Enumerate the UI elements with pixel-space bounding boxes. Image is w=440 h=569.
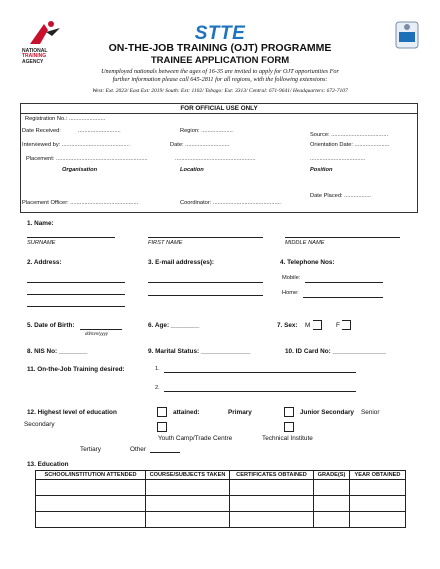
placement-officer-field[interactable]: Placement Officer: ........................................... bbox=[22, 200, 139, 206]
email-label: 3. E-mail address(es): bbox=[148, 259, 215, 266]
dob-format-hint: dd/mm/yyyy bbox=[85, 331, 108, 336]
secondary-left-label: Secondary bbox=[24, 421, 55, 428]
coordinator-field[interactable]: Coordinator: ........................................... bbox=[180, 200, 281, 206]
intro-line: Unemployed nationals between the ages of 16-35 are invited to apply for OJT opportunities For bbox=[101, 68, 339, 75]
surname-input[interactable] bbox=[27, 237, 115, 238]
other-input[interactable] bbox=[150, 452, 180, 453]
logo-text-line: AGENCY bbox=[22, 58, 44, 65]
surname-caption: SURNAME bbox=[27, 240, 56, 246]
name-label: 1. Name: bbox=[27, 220, 54, 227]
education-level-label: 12. Highest level of education bbox=[27, 409, 117, 416]
technical-institute-checkbox[interactable] bbox=[284, 422, 294, 432]
sex-label: 7. Sex: bbox=[277, 322, 298, 329]
id-card-field[interactable]: 10. ID Card No: _______________ bbox=[285, 348, 386, 355]
interviewed-by-field[interactable]: Interviewed by: ........................................... bbox=[22, 142, 130, 148]
table-cell[interactable] bbox=[36, 512, 146, 528]
position-caption: Position bbox=[310, 167, 333, 173]
table-cell[interactable] bbox=[314, 496, 350, 512]
extensions-line: West: Ext. 2023/ East Ext: 2019/ South: Ext: 1102/ Tobago: Ext: 3313/ Central: 671-9641/ Headquarters: 672-7107 bbox=[92, 88, 348, 94]
placement-field[interactable]: Placement: .......................................................... bbox=[26, 156, 148, 162]
age-field[interactable]: 6. Age: ________ bbox=[148, 322, 200, 329]
date-received-label: Date Received: bbox=[22, 128, 61, 134]
placement-location-field[interactable]: ................................................... bbox=[175, 156, 256, 162]
column-header: CERTIFICATES OBTAINED bbox=[230, 471, 314, 480]
table-cell[interactable] bbox=[350, 480, 406, 496]
sex-m-label: M bbox=[305, 322, 311, 329]
tertiary-label: Tertiary bbox=[80, 446, 101, 453]
address-label: 2. Address: bbox=[27, 259, 62, 266]
column-header: YEAR OBTAINED bbox=[350, 471, 406, 480]
intro-text bbox=[0, 68, 440, 84]
table-cell[interactable] bbox=[146, 512, 230, 528]
orientation-date-field[interactable]: Orientation Date: ...................... bbox=[310, 142, 390, 148]
region-field[interactable]: Region: .................... bbox=[180, 128, 233, 134]
other-label: Other bbox=[130, 446, 146, 453]
primary-label: Primary bbox=[228, 409, 252, 416]
location-caption: Location bbox=[180, 167, 204, 173]
table-cell[interactable] bbox=[146, 496, 230, 512]
email-line-1[interactable] bbox=[148, 282, 263, 283]
mobile-input[interactable] bbox=[305, 282, 383, 283]
mobile-label: Mobile: bbox=[282, 275, 301, 281]
sex-m-checkbox[interactable] bbox=[313, 320, 322, 330]
placement-position-field[interactable]: ................................... bbox=[310, 156, 366, 162]
middle-name-input[interactable] bbox=[285, 237, 400, 238]
date-received-field[interactable]: ........................... bbox=[78, 128, 121, 134]
youth-camp-label: Youth Camp/Trade Centre bbox=[158, 435, 233, 442]
dob-label: 5. Date of Birth: bbox=[27, 322, 75, 329]
table-row bbox=[36, 496, 406, 512]
column-header: GRADE(S) bbox=[314, 471, 350, 480]
intro-line: further information please call 645-2811 for all regions, with the following extensions: bbox=[112, 76, 328, 84]
stte-logo-text: STTE bbox=[194, 23, 246, 44]
senior-label: Senior bbox=[361, 409, 380, 416]
table-cell[interactable] bbox=[230, 496, 314, 512]
dob-input[interactable] bbox=[80, 329, 122, 330]
marital-status-field[interactable]: 9. Marital Status: ______________ bbox=[148, 348, 251, 355]
youth-camp-checkbox[interactable] bbox=[157, 422, 167, 432]
education-label: 13. Education bbox=[27, 461, 69, 468]
home-label: Home: bbox=[282, 290, 299, 296]
sex-f-label: F bbox=[336, 322, 340, 329]
column-header: SCHOOL/INSTITUTION ATTENDED bbox=[36, 471, 146, 480]
source-field[interactable]: Source: .................................... bbox=[310, 132, 389, 138]
ojt-option-1-input[interactable] bbox=[164, 372, 356, 373]
official-use-heading: FOR OFFICIAL USE ONLY bbox=[21, 104, 417, 114]
address-line-3[interactable] bbox=[27, 306, 125, 307]
technical-institute-label: Technical Institute bbox=[262, 435, 313, 442]
form-title: ON-THE-JOB TRAINING (OJT) PROGRAMME bbox=[108, 42, 332, 54]
logo-text-line: NATIONAL bbox=[22, 48, 48, 54]
telephone-label: 4. Telephone Nos: bbox=[280, 259, 335, 266]
sex-f-checkbox[interactable] bbox=[342, 320, 351, 330]
ojt-option-2-number: 2. bbox=[155, 385, 160, 391]
ojt-option-2-input[interactable] bbox=[164, 391, 356, 392]
first-name-input[interactable] bbox=[148, 237, 263, 238]
table-header-row bbox=[36, 471, 406, 480]
ojt-desired-label: 11. On-the-Job Training desired: bbox=[27, 366, 125, 373]
email-line-2[interactable] bbox=[148, 295, 263, 296]
address-line-2[interactable] bbox=[27, 294, 125, 295]
address-line-1[interactable] bbox=[27, 282, 125, 283]
form-subtitle: TRAINEE APPLICATION FORM bbox=[150, 55, 290, 66]
table-cell[interactable] bbox=[314, 512, 350, 528]
date-placed-field[interactable]: Date Placed: ................. bbox=[310, 193, 372, 199]
table-cell[interactable] bbox=[36, 496, 146, 512]
table-cell[interactable] bbox=[230, 512, 314, 528]
middle-name-caption: MIDDLE NAME bbox=[285, 240, 325, 246]
table-cell[interactable] bbox=[314, 480, 350, 496]
attained-checkbox[interactable] bbox=[157, 407, 167, 417]
first-name-caption: FIRST NAME bbox=[148, 240, 183, 246]
nis-field[interactable]: 8. NIS No: ________ bbox=[27, 348, 88, 355]
logo-text-line: TRAINING bbox=[22, 53, 47, 60]
ojt-option-1-number: 1. bbox=[155, 366, 160, 372]
table-cell[interactable] bbox=[350, 496, 406, 512]
column-header: COURSE/SUBJECTS TAKEN bbox=[146, 471, 230, 480]
home-input[interactable] bbox=[303, 297, 383, 298]
organisation-caption: Organisation bbox=[62, 167, 98, 173]
table-row bbox=[36, 480, 406, 496]
table-cell[interactable] bbox=[230, 480, 314, 496]
table-cell[interactable] bbox=[36, 480, 146, 496]
table-row bbox=[36, 512, 406, 528]
attained-label: attained: bbox=[173, 409, 200, 416]
registration-field[interactable]: Registration No.: ....................... bbox=[25, 116, 106, 122]
date-field[interactable]: Date: ............................ bbox=[170, 142, 230, 148]
table-cell[interactable] bbox=[350, 512, 406, 528]
junior-secondary-checkbox[interactable] bbox=[284, 407, 294, 417]
table-cell[interactable] bbox=[146, 480, 230, 496]
junior-secondary-label: Junior Secondary bbox=[300, 409, 354, 416]
education-table bbox=[35, 470, 406, 528]
